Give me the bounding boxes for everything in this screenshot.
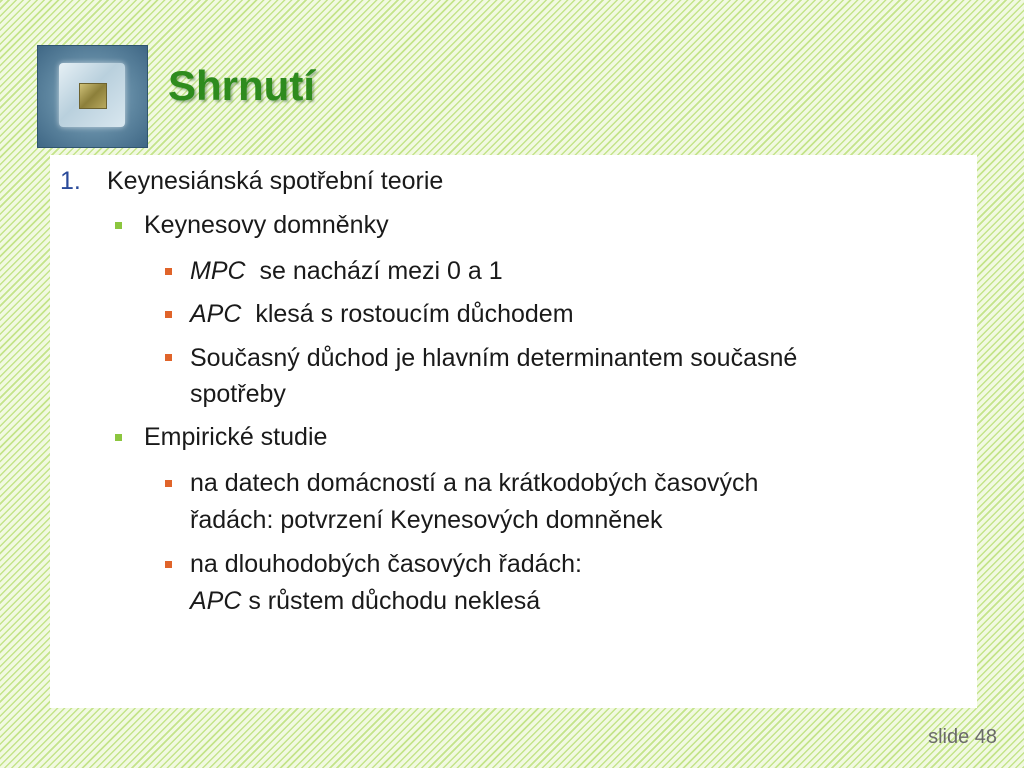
bullet-green-icon [115, 222, 122, 229]
list-item-text: klesá s rostoucím důchodem [255, 300, 574, 328]
term-mpc: MPC [190, 257, 246, 285]
list-item-level3-line2: spotřeby [190, 380, 286, 408]
bullet-orange-icon [165, 354, 172, 361]
chip-icon [79, 83, 107, 109]
numbered-marker: 1. [60, 167, 81, 195]
slide-title: Shrnutí [168, 62, 315, 109]
list-item-text: se nachází mezi 0 a 1 [259, 257, 503, 285]
term-apc: APC [190, 300, 242, 328]
list-item-level3-line2: řadách: potvrzení Keynesových domněnek [190, 506, 663, 534]
bullet-orange-icon [165, 268, 172, 275]
list-item-level3 [190, 253, 503, 290]
term-apc: APC [190, 587, 242, 615]
bullet-orange-icon [165, 480, 172, 487]
list-item-level2: Empirické studie [144, 423, 328, 451]
list-item-level3 [190, 296, 574, 333]
list-item-text: s růstem důchodu neklesá [248, 587, 541, 615]
logo-image [37, 45, 148, 148]
slide-number: slide 48 [928, 726, 997, 748]
bullet-green-icon [115, 434, 122, 441]
list-item-level2: Keynesovy domněnky [144, 211, 389, 239]
bullet-orange-icon [165, 561, 172, 568]
bullet-orange-icon [165, 311, 172, 318]
logo-frame [59, 63, 125, 127]
list-item-level1: Keynesiánská spotřební teorie [107, 167, 444, 195]
list-item-level3-line1: Současný důchod je hlavním determinantem současné [190, 344, 798, 372]
list-item-level3-line2 [190, 583, 540, 620]
list-item-level3-line1: na dlouhodobých časových řadách: [190, 550, 582, 578]
list-item-level3-line1: na datech domácností a na krátkodobých časových [190, 469, 759, 497]
